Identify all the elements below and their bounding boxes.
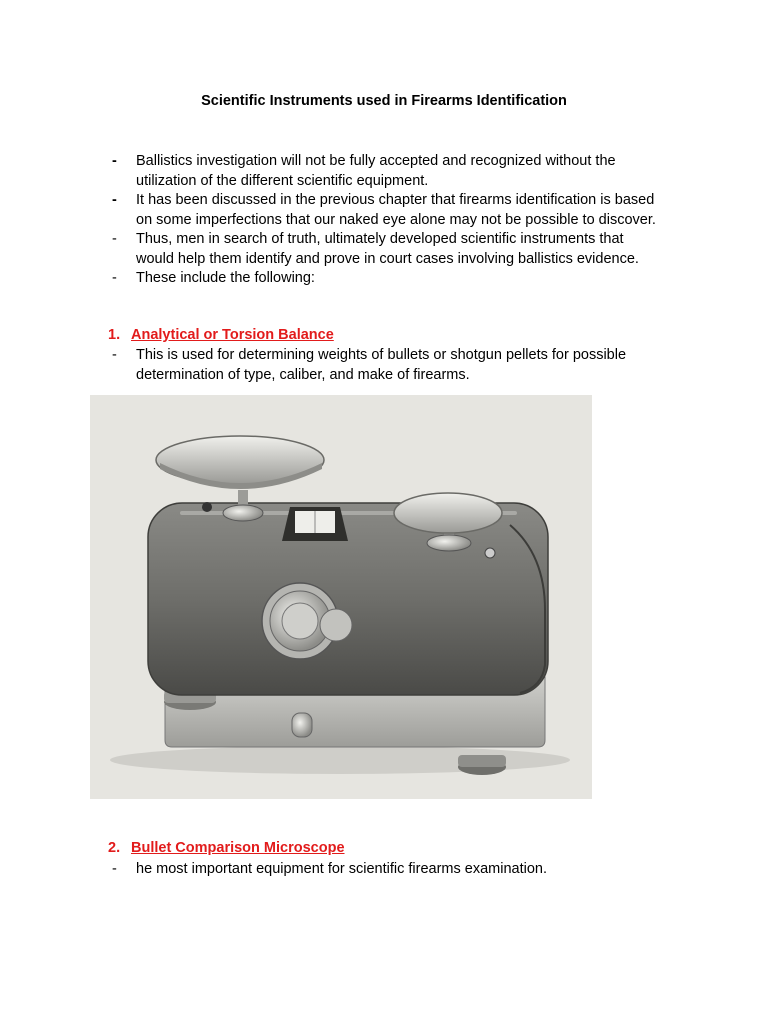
section-2-description bbox=[108, 860, 688, 880]
section-bullet bbox=[108, 346, 688, 385]
bullet-line: Thus, men in search of truth, ultimately developed scientific instruments that bbox=[136, 231, 624, 247]
bullet-line: These include the following: bbox=[136, 270, 315, 286]
bullet-marker: - bbox=[112, 192, 117, 208]
bullet-line: he most important equipment for scientific firearms examination. bbox=[136, 861, 548, 877]
bullet-line: Ballistics investigation will not be fully accepted and recognized without the bbox=[136, 153, 616, 169]
intro-bullet-1 bbox=[108, 152, 688, 191]
bullet-line: on some imperfections that our naked eye alone may not be possible to discover. bbox=[136, 211, 656, 228]
document-title: Scientific Instruments used in Firearms Identification bbox=[201, 93, 567, 109]
bullet-marker: - bbox=[112, 347, 117, 363]
section-bullet bbox=[108, 860, 688, 880]
intro-bullet-list bbox=[108, 152, 688, 289]
intro-bullet-3 bbox=[108, 230, 688, 269]
bullet-line: This is used for determining weights of bullets or shotgun pellets for possible bbox=[136, 347, 627, 363]
section-title: Bullet Comparison Microscope bbox=[131, 840, 345, 856]
section-heading-1 bbox=[108, 327, 334, 343]
bullet-marker: - bbox=[112, 153, 117, 169]
bullet-marker: - bbox=[112, 861, 117, 877]
section-heading-2 bbox=[108, 840, 345, 856]
torsion-balance-photo bbox=[90, 395, 592, 799]
section-number: 2. bbox=[108, 840, 121, 856]
section-number: 1. bbox=[108, 327, 121, 343]
intro-bullet-2 bbox=[108, 191, 688, 230]
bullet-marker: - bbox=[112, 270, 117, 286]
bullet-line: It has been discussed in the previous chapter that firearms identification is based bbox=[136, 192, 655, 208]
section-1-description bbox=[108, 346, 688, 385]
bullet-line: would help them identify and prove in court cases involving ballistics evidence. bbox=[136, 250, 639, 267]
bullet-line: utilization of the different scientific equipment. bbox=[136, 172, 429, 189]
section-title: Analytical or Torsion Balance bbox=[131, 327, 334, 343]
bullet-line: determination of type, caliber, and make of firearms. bbox=[136, 366, 470, 383]
bullet-marker: - bbox=[112, 231, 117, 247]
intro-bullet-4 bbox=[108, 269, 688, 289]
